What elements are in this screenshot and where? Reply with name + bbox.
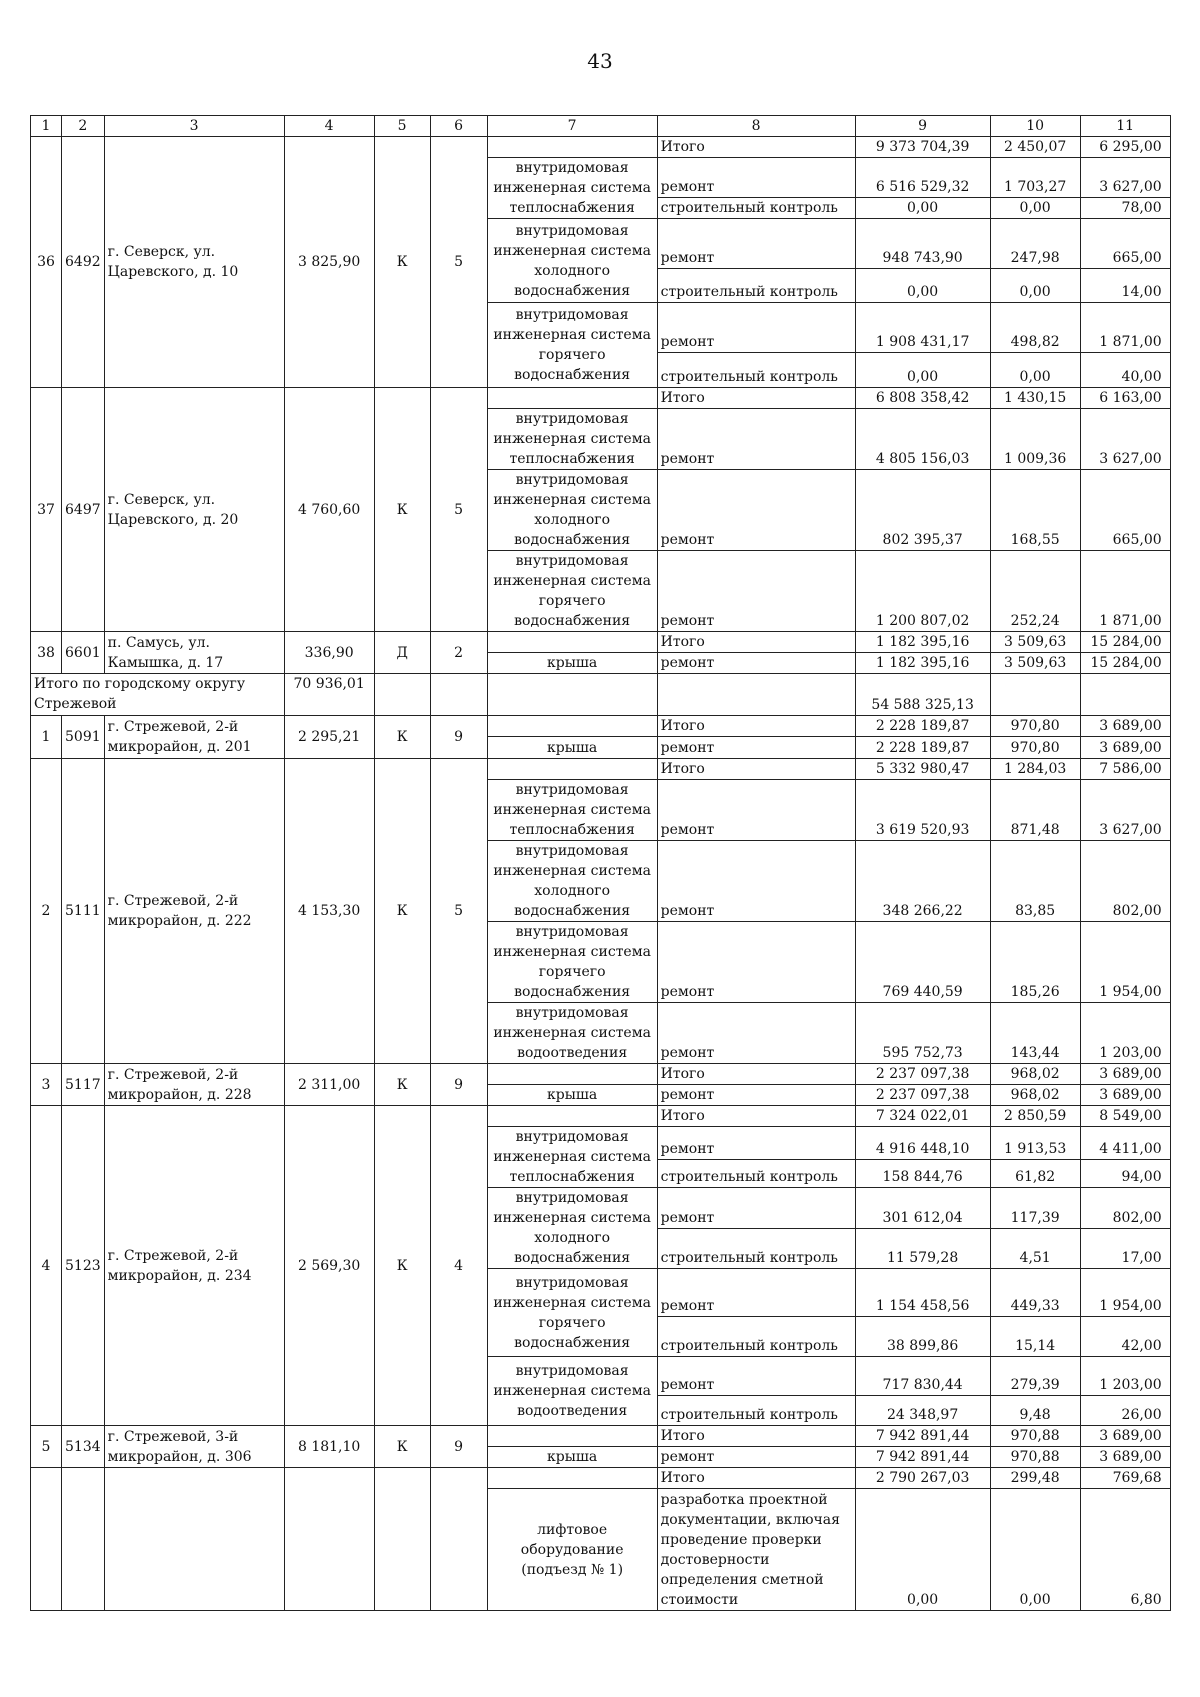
cost-per-m2: 299,48 [990,1468,1080,1489]
header-cell: 4 [284,116,374,137]
limit-value: 3 627,00 [1080,158,1170,198]
header-row [31,116,1171,137]
work-type: строительный контроль [657,269,855,303]
work-type: ремонт [657,1188,855,1229]
building-area: 8 181,10 [284,1426,374,1468]
cost-value: 1 182 395,16 [855,653,990,674]
building-id: 6601 [62,632,105,674]
limit-value: 17,00 [1080,1228,1170,1269]
system-name [487,759,657,780]
work-type: ремонт [657,841,855,922]
cost-value: 2 228 189,87 [855,716,990,737]
building-area: 2 295,21 [284,716,374,759]
cost-per-m2: 252,24 [990,551,1080,632]
work-type: строительный контроль [657,1160,855,1188]
row-number: 38 [31,632,62,674]
limit-value: 3 689,00 [1080,737,1170,759]
cost-value: 0,00 [855,353,990,388]
building-area: 336,90 [284,632,374,674]
table-row [31,716,1171,737]
cost-value: 0,00 [855,198,990,219]
limit-value: 1 954,00 [1080,922,1170,1003]
cost-value: 301 612,04 [855,1188,990,1229]
header-cell: 11 [1080,116,1170,137]
system-name: внутридомовая инженерная система теплоснабжения [487,409,657,470]
limit-value: 3 627,00 [1080,780,1170,841]
system-name: внутридомовая инженерная система горячего водоснабжения [487,303,657,388]
building-id: 5091 [62,716,105,759]
work-type: Итого [657,759,855,780]
cost-per-m2: 1 703,27 [990,158,1080,198]
cost-value: 158 844,76 [855,1160,990,1188]
system-name [487,388,657,409]
cost-value: 4 805 156,03 [855,409,990,470]
limit-value: 78,00 [1080,198,1170,219]
work-type: ремонт [657,470,855,551]
work-type: ремонт [657,409,855,470]
floors: 2 [430,632,487,674]
building-address: г. Стрежевой, 2-й микрорайон, д. 234 [104,1106,284,1426]
cost-per-m2: 143,44 [990,1003,1080,1064]
empty-cell [487,674,657,716]
floors: 5 [430,137,487,388]
row-number: 36 [31,137,62,388]
work-type: ремонт [657,219,855,269]
system-name [487,1106,657,1127]
building-id: 6492 [62,137,105,388]
cost-per-m2: 2 450,07 [990,137,1080,158]
cost-per-m2: 498,82 [990,303,1080,353]
subtotal-area: 70 936,01 [284,674,374,716]
work-type: строительный контроль [657,198,855,219]
cost-per-m2: 279,39 [990,1357,1080,1396]
limit-value: 665,00 [1080,470,1170,551]
cost-per-m2: 1 009,36 [990,409,1080,470]
building-id: 5123 [62,1106,105,1426]
building-address: п. Самусь, ул. Камышка, д. 17 [104,632,284,674]
header-cell: 9 [855,116,990,137]
cost-per-m2: 185,26 [990,922,1080,1003]
system-name: внутридомовая инженерная система холодного водоснабжения [487,470,657,551]
cost-value: 717 830,44 [855,1357,990,1396]
cost-value: 2 228 189,87 [855,737,990,759]
table-row [31,1426,1171,1447]
limit-value: 3 689,00 [1080,716,1170,737]
limit-value: 665,00 [1080,219,1170,269]
cost-per-m2: 61,82 [990,1160,1080,1188]
row-number: 4 [31,1106,62,1426]
cost-value: 7 324 022,01 [855,1106,990,1127]
cost-value: 1 154 458,56 [855,1269,990,1317]
row-number: 37 [31,388,62,632]
work-type: разработка проектной документации, включая проведение проверки достоверности определения сметной стоимости [657,1489,855,1611]
cost-value: 11 579,28 [855,1228,990,1269]
row-number: 5 [31,1426,62,1468]
building-area: 2 311,00 [284,1064,374,1106]
table-row [31,1106,1171,1127]
building-area: 3 825,90 [284,137,374,388]
cost-value: 7 942 891,44 [855,1447,990,1468]
limit-value: 3 689,00 [1080,1426,1170,1447]
system-name [487,1064,657,1085]
cost-per-m2: 9,48 [990,1396,1080,1426]
limit-value: 6 163,00 [1080,388,1170,409]
floors [430,1468,487,1611]
cost-value: 3 619 520,93 [855,780,990,841]
building-id: 5111 [62,759,105,1064]
cost-per-m2: 968,02 [990,1064,1080,1085]
header-cell: 1 [31,116,62,137]
system-name [487,632,657,653]
cost-per-m2: 0,00 [990,353,1080,388]
repair-program-table [30,115,1171,1611]
header-cell: 10 [990,116,1080,137]
empty-cell [374,674,430,716]
cost-per-m2: 1 913,53 [990,1127,1080,1160]
header-cell: 3 [104,116,284,137]
work-type: Итого [657,1064,855,1085]
limit-value: 40,00 [1080,353,1170,388]
work-type: Итого [657,1106,855,1127]
limit-value: 4 411,00 [1080,1127,1170,1160]
building-id: 6497 [62,388,105,632]
limit-value: 1 203,00 [1080,1357,1170,1396]
system-name: крыша [487,737,657,759]
system-name: внутридомовая инженерная система теплоснабжения [487,158,657,219]
floors: 5 [430,759,487,1064]
cost-value: 5 332 980,47 [855,759,990,780]
building-area: 4 760,60 [284,388,374,632]
cost-per-m2: 168,55 [990,470,1080,551]
limit-value: 42,00 [1080,1317,1170,1357]
work-type: ремонт [657,737,855,759]
empty-cell [1080,674,1170,716]
cost-per-m2: 1 430,15 [990,388,1080,409]
system-name [487,137,657,158]
cost-value: 4 916 448,10 [855,1127,990,1160]
cost-per-m2: 1 284,03 [990,759,1080,780]
empty-cell [990,674,1080,716]
system-name: крыша [487,1447,657,1468]
limit-value: 14,00 [1080,269,1170,303]
limit-value: 6 295,00 [1080,137,1170,158]
building-id: 5117 [62,1064,105,1106]
limit-value: 8 549,00 [1080,1106,1170,1127]
limit-value: 1 954,00 [1080,1269,1170,1317]
system-name [487,1468,657,1489]
row-number: 3 [31,1064,62,1106]
cost-value: 1 908 431,17 [855,303,990,353]
cost-value: 2 237 097,38 [855,1064,990,1085]
work-type: Итого [657,1426,855,1447]
limit-value: 15 284,00 [1080,653,1170,674]
table-row [31,137,1171,158]
limit-value: 1 871,00 [1080,303,1170,353]
table-row [31,1468,1171,1489]
cost-per-m2: 970,88 [990,1426,1080,1447]
wall-type: К [374,759,430,1064]
cost-per-m2: 4,51 [990,1228,1080,1269]
wall-type: Д [374,632,430,674]
system-name: внутридомовая инженерная система горячего водоснабжения [487,551,657,632]
limit-value: 3 627,00 [1080,409,1170,470]
building-area: 2 569,30 [284,1106,374,1426]
system-name: лифтовое оборудование (подъезд № 1) [487,1489,657,1611]
wall-type: К [374,388,430,632]
building-area: 4 153,30 [284,759,374,1064]
system-name: внутридомовая инженерная система теплоснабжения [487,1127,657,1188]
cost-per-m2: 83,85 [990,841,1080,922]
system-name: внутридомовая инженерная система теплоснабжения [487,780,657,841]
floors: 5 [430,388,487,632]
cost-per-m2: 2 850,59 [990,1106,1080,1127]
system-name [487,1426,657,1447]
work-type: ремонт [657,1357,855,1396]
cost-value: 1 182 395,16 [855,632,990,653]
cost-per-m2: 15,14 [990,1317,1080,1357]
subtotal-sum: 54 588 325,13 [855,674,990,716]
work-type: ремонт [657,1269,855,1317]
building-address: г. Северск, ул. Царевского, д. 10 [104,137,284,388]
cost-per-m2: 0,00 [990,1489,1080,1611]
work-type: строительный контроль [657,353,855,388]
cost-value: 38 899,86 [855,1317,990,1357]
header-cell: 5 [374,116,430,137]
cost-value: 7 942 891,44 [855,1426,990,1447]
cost-value: 348 266,22 [855,841,990,922]
work-type: ремонт [657,780,855,841]
work-type: ремонт [657,158,855,198]
cost-per-m2: 3 509,63 [990,632,1080,653]
work-type: Итого [657,632,855,653]
system-name: внутридомовая инженерная система горячего водоснабжения [487,1269,657,1357]
subtotal-row [31,674,1171,716]
system-name: крыша [487,653,657,674]
cost-value: 595 752,73 [855,1003,990,1064]
system-name: внутридомовая инженерная система холодного водоснабжения [487,219,657,303]
limit-value: 3 689,00 [1080,1064,1170,1085]
cost-value: 0,00 [855,1489,990,1611]
work-type: ремонт [657,1127,855,1160]
cost-value: 948 743,90 [855,219,990,269]
wall-type [374,1468,430,1611]
work-type: Итого [657,137,855,158]
limit-value: 26,00 [1080,1396,1170,1426]
cost-per-m2: 968,02 [990,1085,1080,1106]
limit-value: 1 203,00 [1080,1003,1170,1064]
work-type: ремонт [657,551,855,632]
work-type: Итого [657,388,855,409]
building-address [104,1468,284,1611]
cost-value: 2 790 267,03 [855,1468,990,1489]
row-number [31,1468,62,1611]
floors: 4 [430,1106,487,1426]
header-cell: 2 [62,116,105,137]
page-number: 43 [587,49,613,73]
work-type: строительный контроль [657,1396,855,1426]
wall-type: К [374,137,430,388]
limit-value: 94,00 [1080,1160,1170,1188]
work-type: Итого [657,716,855,737]
cost-per-m2: 0,00 [990,198,1080,219]
work-type: ремонт [657,1447,855,1468]
building-address: г. Стрежевой, 2-й микрорайон, д. 228 [104,1064,284,1106]
work-type: строительный контроль [657,1228,855,1269]
building-address: г. Стрежевой, 2-й микрорайон, д. 222 [104,759,284,1064]
subtotal-label: Итого по городскому округу Стрежевой [31,674,285,716]
cost-per-m2: 871,48 [990,780,1080,841]
cost-per-m2: 247,98 [990,219,1080,269]
limit-value: 802,00 [1080,1188,1170,1229]
wall-type: К [374,716,430,759]
work-type: ремонт [657,303,855,353]
limit-value: 15 284,00 [1080,632,1170,653]
system-name: внутридомовая инженерная система водоотведения [487,1003,657,1064]
row-number: 1 [31,716,62,759]
system-name: внутридомовая инженерная система водоотведения [487,1357,657,1426]
wall-type: К [374,1106,430,1426]
cost-per-m2: 970,80 [990,716,1080,737]
cost-value: 0,00 [855,269,990,303]
cost-value: 2 237 097,38 [855,1085,990,1106]
cost-per-m2: 970,88 [990,1447,1080,1468]
building-id [62,1468,105,1611]
cost-per-m2: 970,80 [990,737,1080,759]
header-cell: 8 [657,116,855,137]
table-row [31,759,1171,780]
cost-value: 24 348,97 [855,1396,990,1426]
building-address: г. Стрежевой, 2-й микрорайон, д. 201 [104,716,284,759]
limit-value: 1 871,00 [1080,551,1170,632]
floors: 9 [430,1426,487,1468]
work-type: ремонт [657,1085,855,1106]
cost-per-m2: 117,39 [990,1188,1080,1229]
limit-value: 769,68 [1080,1468,1170,1489]
work-type: ремонт [657,1003,855,1064]
system-name: внутридомовая инженерная система холодного водоснабжения [487,1188,657,1269]
row-number: 2 [31,759,62,1064]
limit-value: 6,80 [1080,1489,1170,1611]
empty-cell [657,674,855,716]
system-name: внутридомовая инженерная система холодного водоснабжения [487,841,657,922]
work-type: Итого [657,1468,855,1489]
building-address: г. Северск, ул. Царевского, д. 20 [104,388,284,632]
floors: 9 [430,1064,487,1106]
header-cell: 7 [487,116,657,137]
cost-value: 802 395,37 [855,470,990,551]
wall-type: К [374,1426,430,1468]
limit-value: 3 689,00 [1080,1085,1170,1106]
wall-type: К [374,1064,430,1106]
cost-per-m2: 3 509,63 [990,653,1080,674]
building-id: 5134 [62,1426,105,1468]
header-cell: 6 [430,116,487,137]
system-name: крыша [487,1085,657,1106]
building-address: г. Стрежевой, 3-й микрорайон, д. 306 [104,1426,284,1468]
table-row [31,388,1171,409]
cost-value: 6 516 529,32 [855,158,990,198]
cost-value: 1 200 807,02 [855,551,990,632]
system-name: внутридомовая инженерная система горячего водоснабжения [487,922,657,1003]
work-type: ремонт [657,922,855,1003]
empty-cell [430,674,487,716]
limit-value: 802,00 [1080,841,1170,922]
limit-value: 3 689,00 [1080,1447,1170,1468]
cost-value: 9 373 704,39 [855,137,990,158]
work-type: ремонт [657,653,855,674]
floors: 9 [430,716,487,759]
cost-per-m2: 449,33 [990,1269,1080,1317]
table-row [31,1064,1171,1085]
table-row [31,632,1171,653]
cost-value: 6 808 358,42 [855,388,990,409]
building-area [284,1468,374,1611]
cost-per-m2: 0,00 [990,269,1080,303]
cost-value: 769 440,59 [855,922,990,1003]
work-type: строительный контроль [657,1317,855,1357]
system-name [487,716,657,737]
limit-value: 7 586,00 [1080,759,1170,780]
